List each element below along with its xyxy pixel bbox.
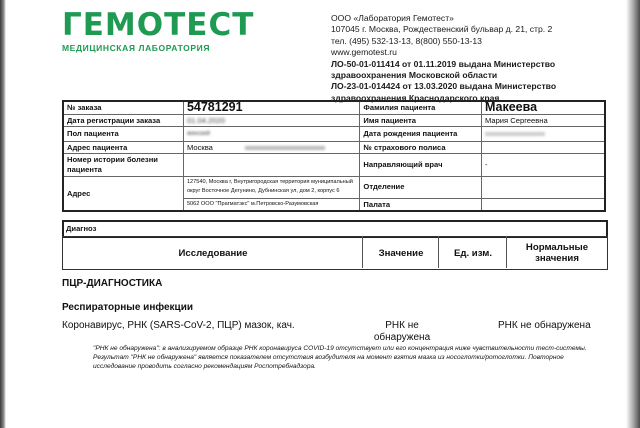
header-test: Исследование [178, 247, 248, 259]
surname-label: Фамилия пациента [360, 101, 482, 114]
referring-doctor-label: Направляющий врач [360, 154, 482, 176]
patient-info-table [62, 100, 606, 212]
company-address: 107045 г. Москва, Рождественский бульвар д. 21, стр. 2 [331, 24, 553, 35]
registration-date-label: Дата регистрации заказа [63, 114, 183, 127]
column-divider [506, 236, 507, 268]
company-phone: тел. (495) 532-13-13, 8(800) 550-13-13 [331, 35, 482, 46]
header-normal: Нормальные значения [525, 242, 589, 264]
medical-history-value [183, 154, 359, 176]
header-value: Значение [378, 247, 424, 259]
test-name: Коронавирус, РНК (SARS-CoV-2, ПЦР) мазок, кач. [62, 320, 295, 331]
header-unit: Ед. изм. [453, 247, 492, 259]
department-label: Отделение [360, 176, 482, 198]
birth-date-value [481, 127, 605, 142]
sex-value: женский [183, 127, 359, 142]
table-row [63, 101, 605, 114]
surname-value: Макеева [481, 101, 605, 114]
table-row [63, 127, 605, 142]
column-divider [362, 236, 363, 268]
table-row [63, 176, 605, 198]
department-value [481, 176, 605, 198]
first-name-value: Мария Сергеевна [481, 114, 605, 127]
insurance-label: № страхового полиса [360, 141, 482, 154]
result-note: "РНК не обнаружена": в анализируемом образце РНК коронавируса COVID-19 отсутствует или его концентрация ниже чувствительности тест-системы. Результат "РНК не обнаружена" является показателем отсутствия возбудителя на момент взятия мазка из носоглотки/ротоглотки. Повторное исследование проводить согласно рекомендациям Роспотребнадзора. [93, 345, 587, 371]
medical-history-label: Номер истории болезни пациента [63, 154, 183, 176]
scan-shadow-left [0, 0, 6, 428]
company-details [331, 13, 556, 104]
license-2-line-1: ЛО-23-01-014424 от 13.03.2020 выдана Министерство [331, 81, 557, 92]
table-row [63, 114, 605, 127]
diagnosis-label: Диагноз [66, 224, 97, 233]
table-row [63, 141, 605, 154]
sex-label: Пол пациента [63, 127, 183, 142]
company-logo [62, 8, 254, 53]
section-title: ПЦР-ДИАГНОСТИКА [62, 278, 163, 289]
insurance-value [481, 141, 605, 154]
birth-date-label: Дата рождения пациента [360, 127, 482, 142]
address-label: Адрес [63, 176, 183, 211]
office-value: 5062 ООО "Прагматэкс" м.Петровско-Разумовская [183, 198, 359, 211]
scan-shadow-right [626, 0, 640, 428]
patient-address-value: Москва [183, 141, 359, 154]
referring-doctor-value: - [481, 154, 605, 176]
table-row [63, 154, 605, 176]
address-value: 127540, Москва г, Внутригородская территория муниципальный округ Восточное Дегунино, Дубнинская ул, дом 2, корпус 6 [183, 176, 359, 198]
first-name-label: Имя пациента [360, 114, 482, 127]
column-divider [438, 236, 439, 268]
patient-address-label: Адрес пациента [63, 141, 183, 154]
results-header [62, 236, 608, 270]
order-number-value: 54781291 [183, 101, 359, 114]
test-normal-range: РНК не обнаружена [498, 320, 591, 331]
subsection-title: Респираторные инфекции [62, 302, 193, 313]
company-name: ООО «Лаборатория Гемотест» [331, 13, 454, 23]
logo-brand: ГЕМОТЕСТ [62, 7, 255, 43]
logo-tagline: МЕДИЦИНСКАЯ ЛАБОРАТОРИЯ [62, 43, 211, 53]
registration-date-value: 01.04.2020 [183, 114, 359, 127]
order-number-label: № заказа [63, 101, 183, 114]
company-website: www.gemotest.ru [331, 47, 397, 58]
license-2-line-2: здравоохранения Краснодарского края [331, 92, 500, 103]
ward-value [481, 198, 605, 211]
license-1-line-2: здравоохранения Московской области [331, 70, 498, 81]
ward-label: Палата [360, 198, 482, 211]
license-1-line-1: ЛО-50-01-011414 от 01.11.2019 выдана Министерство [331, 58, 556, 69]
test-value: РНК не обнаружена [373, 320, 431, 343]
